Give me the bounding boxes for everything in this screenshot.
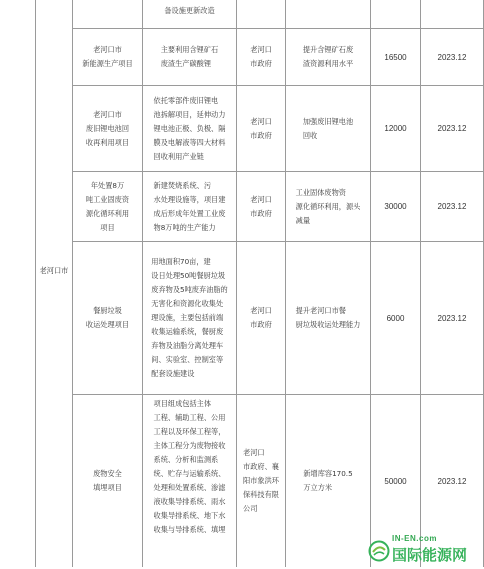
row-2-investment-cell [371, 86, 420, 171]
project-goal: 工业固体废物资 源化循环利用，源头 减量 [295, 187, 361, 225]
row-5-content-cell [143, 395, 236, 569]
project-investment: 16500 [384, 52, 407, 62]
project-name: 餐厨垃圾 收运处理项目 [85, 306, 130, 329]
project-name: 老河口市 新能源生产项目 [82, 45, 133, 68]
row-4-date-cell [421, 242, 483, 394]
row-4-owner-cell [237, 242, 285, 394]
project-investment: 50000 [384, 476, 407, 486]
top-fragment-cell [143, 0, 236, 22]
row-4-name-cell [73, 242, 142, 394]
project-name: 年处置8万 吨工业固废资 源化循环利用 项目 [85, 180, 130, 232]
project-investment: 6000 [386, 313, 405, 323]
project-date: 2023.12 [437, 124, 467, 133]
project-owner: 老河口 市政府 [250, 194, 272, 218]
project-content: 项目组成包括主体 工程、辅助工程、公用 工程以及环保工程等， 主体工程分为废物接收 系统、分析和监测系 统、贮存与运输系统、 处理和处置系统、渗滤 液收集导排系统、雨水 收集导排系统、地下水 收集与导排系统、填埋 [153, 399, 226, 534]
project-date: 2023.12 [437, 202, 467, 211]
project-name: 废物安全 填埋项目 [93, 469, 122, 492]
project-date: 2023.12 [437, 52, 467, 62]
city-cell [36, 171, 72, 371]
row-3-owner-cell [237, 172, 285, 241]
watermark-domain: IN-EN.com [392, 534, 437, 543]
row-2-goal-cell [286, 86, 370, 171]
row-2-date-cell [421, 86, 483, 171]
project-owner: 老河口 市政府 [250, 116, 272, 140]
row-2-owner-cell [237, 86, 285, 171]
project-owner: 老河口 市政府 [250, 306, 272, 329]
watermark-brand: 国际能源网 [392, 546, 468, 564]
row-1-owner-cell [237, 29, 285, 85]
row-4-investment-cell [371, 242, 420, 394]
project-owner: 老河口 市政府、襄 阳市象洪环 保科技有限 公司 [243, 448, 279, 513]
project-goal: 提升老河口市餐 厨垃圾收运处理能力 [295, 306, 361, 329]
row-3-goal-cell [286, 172, 370, 241]
city-name: 老河口市 [39, 266, 69, 275]
row-4-content-cell [143, 242, 236, 394]
row-2-name-cell [73, 86, 142, 171]
row-5-name-cell [73, 395, 142, 567]
project-goal: 加强废旧锂电池 回收 [302, 116, 354, 140]
project-content: 依托零部件废旧锂电 池拆解项目，延伸动力 锂电池正极、负极、隔 膜及电解液等四大材料 回收利用产业链 [153, 95, 226, 161]
project-date: 2023.12 [437, 313, 467, 323]
row-3-content-cell [143, 172, 236, 241]
project-investment: 30000 [384, 202, 407, 211]
row-3-name-cell [73, 172, 142, 241]
row-2-content-cell [143, 86, 236, 171]
project-content: 新建焚烧系统、污 水处理设施等，项目建 成后形成年处置工业废 物8万吨的生产能力 [153, 180, 226, 232]
row-1-goal-cell [286, 29, 370, 85]
row-3-date-cell [421, 172, 483, 241]
row-1-name-cell [73, 29, 142, 85]
row-5-owner-cell [237, 395, 285, 567]
in-en-logo-icon [368, 540, 390, 562]
project-date: 2023.12 [437, 476, 467, 486]
top-fragment-text: 备设施更新改造 [164, 6, 215, 15]
project-investment: 12000 [384, 124, 407, 133]
row-1-content-cell [143, 29, 236, 85]
project-content: 主要利用含锂矿石 废渣生产碳酸锂 [160, 45, 219, 68]
project-owner: 老河口 市政府 [250, 45, 272, 68]
row-4-goal-cell [286, 242, 370, 394]
project-goal: 新增库容170.5 万立方米 [303, 469, 353, 492]
project-name: 老河口市 废旧锂电池回 收再利用项目 [85, 109, 130, 147]
row-1-investment-cell [371, 29, 420, 85]
row-3-investment-cell [371, 172, 420, 241]
row-1-date-cell [421, 29, 483, 85]
watermark [350, 534, 480, 564]
project-content: 用地面积70亩，建 设日处理50吨餐厨垃圾 废弃物及5吨废弃油脂的 无害化和资源化收集处 理设施，主要包括前端 收集运输系统，餐厨废 弃物及油脂分离处理车 间、实验室、控制室等 配套设施建设 [151, 257, 228, 378]
project-goal: 提升含锂矿石废 渣资源利用水平 [302, 45, 354, 68]
